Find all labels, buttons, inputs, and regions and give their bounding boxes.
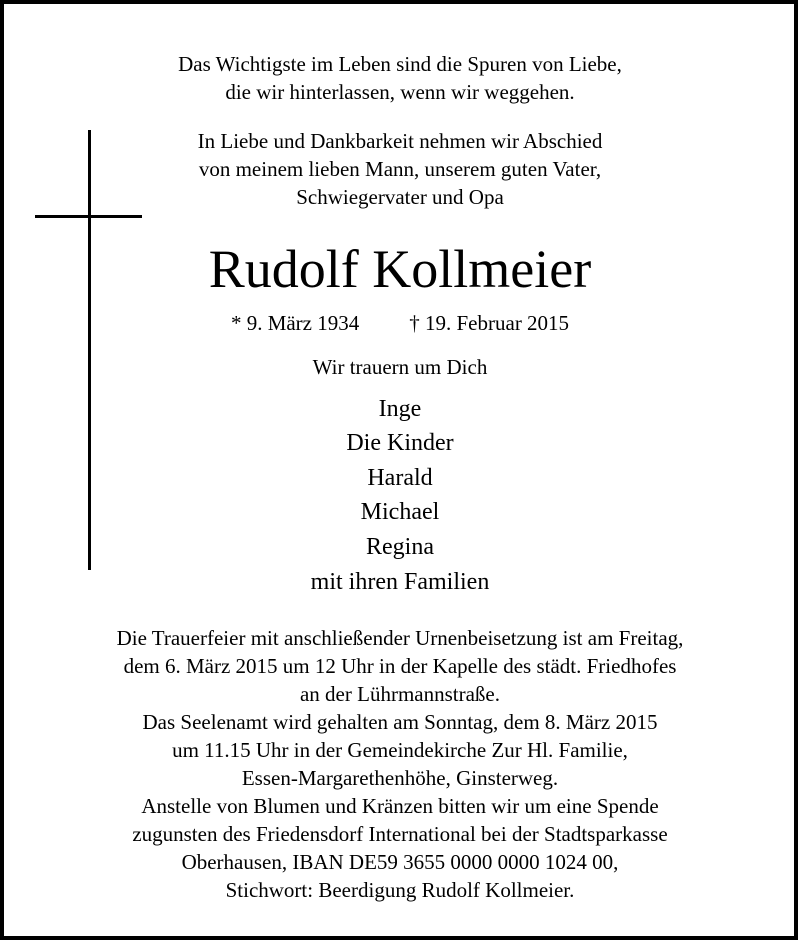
info-line: Die Trauerfeier mit anschließender Urnenbeisetzung ist am Freitag,	[116, 626, 684, 650]
intro-line: In Liebe und Dankbarkeit nehmen wir Abschied	[197, 129, 603, 153]
life-dates	[0, 311, 800, 336]
family-member: Die Kinder	[346, 430, 454, 456]
cross-icon-horizontal	[35, 215, 142, 218]
mourning-line: Wir trauern um Dich	[312, 355, 488, 379]
deceased-name: Rudolf Kollmeier	[208, 239, 592, 299]
intro-line: von meinem lieben Mann, unserem guten Vater,	[198, 157, 602, 181]
birth-date: * 9. März 1934	[230, 311, 360, 335]
info-line: Anstelle von Blumen und Kränzen bitten wir um eine Spende	[141, 794, 659, 818]
info-line: Das Seelenamt wird gehalten am Sonntag, dem 8. März 2015	[142, 710, 658, 734]
quote-line: die wir hinterlassen, wenn wir weggehen.	[225, 80, 575, 104]
info-line: um 11.15 Uhr in der Gemeindekirche Zur Hl. Familie,	[172, 738, 628, 762]
info-line: an der Lührmannstraße.	[299, 682, 500, 706]
death-date: † 19. Februar 2015	[409, 311, 570, 335]
intro-line: Schwiegervater und Opa	[296, 185, 504, 209]
family-member: Harald	[367, 465, 433, 491]
family-member: Michael	[360, 499, 440, 525]
info-line: dem 6. März 2015 um 12 Uhr in der Kapelle des städt. Friedhofes	[123, 654, 677, 678]
family-member: Regina	[366, 534, 434, 560]
family-member: mit ihren Familien	[310, 569, 490, 595]
info-line: Stichwort: Beerdigung Rudolf Kollmeier.	[225, 878, 575, 902]
info-line: zugunsten des Friedensdorf International bei der Stadtsparkasse	[132, 822, 668, 846]
info-line: Oberhausen, IBAN DE59 3655 0000 0000 1024 00,	[181, 850, 619, 874]
family-member: Inge	[378, 396, 422, 422]
quote-line: Das Wichtigste im Leben sind die Spuren von Liebe,	[178, 52, 622, 76]
info-line: Essen-Margarethenhöhe, Ginsterweg.	[241, 766, 559, 790]
